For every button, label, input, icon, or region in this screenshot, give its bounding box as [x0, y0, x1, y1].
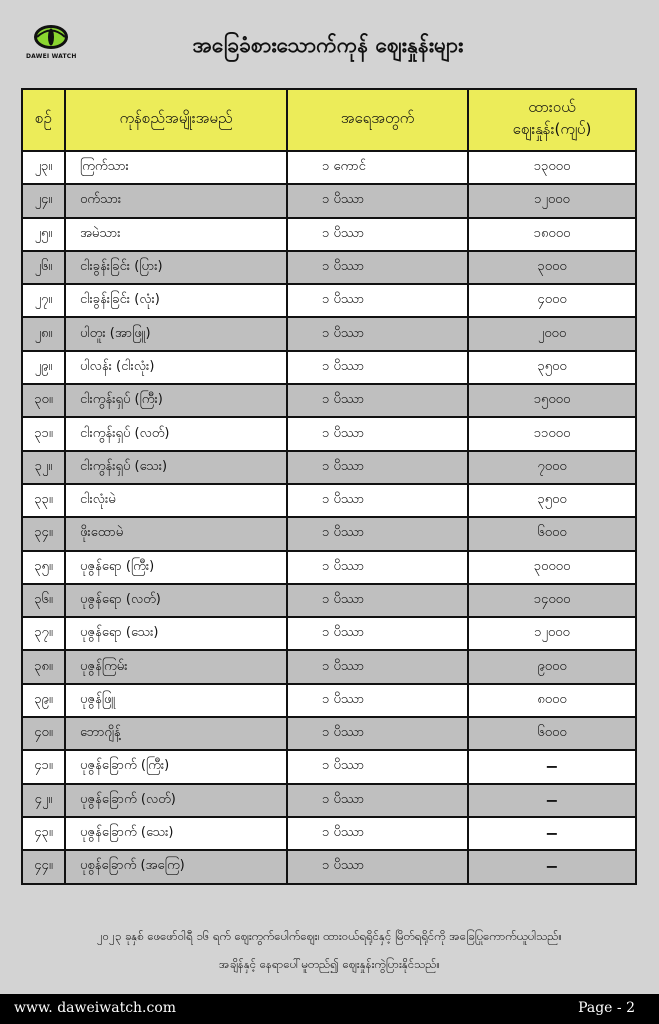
item-price: ၈၀၀၀ [468, 684, 636, 717]
table-row [22, 617, 636, 650]
item-price: ၃၅၀၀ [468, 351, 636, 384]
item-unit: ၁ ပိဿာ [287, 451, 468, 484]
table-row [22, 284, 636, 317]
item-price: ၆၀၀၀ [468, 517, 636, 550]
table-row [22, 351, 636, 384]
item-price: ၆၀၀၀ [468, 717, 636, 750]
table-row [22, 184, 636, 217]
item-unit: ၁ ပိဿာ [287, 417, 468, 450]
item-price: − [468, 817, 636, 850]
table-row [22, 384, 636, 417]
item-name: ပုစွန်ခြောက် (အကြေ) [65, 850, 287, 883]
row-number: ၃၈။ [22, 650, 65, 683]
item-unit: ၁ ပိဿာ [287, 184, 468, 217]
page-number: Page - 2 [578, 1000, 635, 1016]
table-row [22, 451, 636, 484]
row-number: ၃၉။ [22, 684, 65, 717]
item-name: ပုဇွန်ရော (ကြီး) [65, 551, 287, 584]
item-name: ဝက်သား [65, 184, 287, 217]
item-price: ၁၃၀၀၀ [468, 151, 636, 184]
item-name: ပုဇွန်ရော (လတ်) [65, 584, 287, 617]
table-row [22, 251, 636, 284]
table-row [22, 517, 636, 550]
table-row [22, 817, 636, 850]
item-unit: ၁ ပိဿာ [287, 484, 468, 517]
item-name: ပုဇွန်ရော (သေး) [65, 617, 287, 650]
item-price: − [468, 784, 636, 817]
item-unit: ၁ ပိဿာ [287, 284, 468, 317]
item-unit: ၁ ပိဿာ [287, 817, 468, 850]
header-name: ကုန်စည်အမျိုးအမည် [65, 89, 287, 151]
item-price: ၁၄၀၀၀ [468, 584, 636, 617]
item-price: ၁၂၀၀၀ [468, 617, 636, 650]
page-title: အခြေခံစားသောက်ကုန် ဈေးနှုန်းများ [192, 33, 464, 57]
item-name: ဘောဂျိန့် [65, 717, 287, 750]
item-price: ၇၀၀၀ [468, 451, 636, 484]
item-unit: ၁ ပိဿာ [287, 317, 468, 350]
row-number: ၂၇။ [22, 284, 65, 317]
item-name: ကြက်သား [65, 151, 287, 184]
note-line-1: ၂၀၂၃ ခုနှစ် ဖေဖော်ဝါရီ ၁၆ ရက် ဈေးကွက်ပေါက်ဈေး၊ ထားဝယ်ရရိုင်နှင့် မြိတ်ရရိုင်ကို အခြေပြုကောက်ယူပါသည်။ [96, 929, 563, 943]
item-unit: ၁ ပိဿာ [287, 717, 468, 750]
item-name: ဖိုးထောမဲ [65, 517, 287, 550]
row-number: ၄၃။ [22, 817, 65, 850]
row-number: ၄၀။ [22, 717, 65, 750]
item-price: ၁၅၀၀၀ [468, 384, 636, 417]
table-row [22, 684, 636, 717]
item-name: ငါးလုံးမဲ [65, 484, 287, 517]
row-number: ၃၁။ [22, 417, 65, 450]
item-name: ပုဇွန်ခြောက် (ကြီး) [65, 750, 287, 783]
row-number: ၂၃။ [22, 151, 65, 184]
item-name: ငါးကွန်းရှပ် (ကြီး) [65, 384, 287, 417]
item-price: ၁၁၀၀၀ [468, 417, 636, 450]
row-number: ၃၄။ [22, 517, 65, 550]
item-unit: ၁ ပိဿာ [287, 617, 468, 650]
row-number: ၃၀။ [22, 384, 65, 417]
header-price [468, 89, 636, 151]
item-unit: ၁ ပိဿာ [287, 584, 468, 617]
row-number: ၃၂။ [22, 451, 65, 484]
item-unit: ၁ ပိဿာ [287, 218, 468, 251]
item-price: ၁၈၀၀၀ [468, 218, 636, 251]
table-row [22, 417, 636, 450]
table-row [22, 551, 636, 584]
logo [26, 24, 76, 60]
row-number: ၃၇။ [22, 617, 65, 650]
row-number: ၂၅။ [22, 218, 65, 251]
row-number: ၃၅။ [22, 551, 65, 584]
item-unit: ၁ ပိဿာ [287, 517, 468, 550]
table-row [22, 151, 636, 184]
row-number: ၂၈။ [22, 317, 65, 350]
row-number: ၂၄။ [22, 184, 65, 217]
item-unit: ၁ ပိဿာ [287, 850, 468, 883]
cat-eye-logo-icon [33, 24, 69, 50]
item-name: ပုဇွန်ဖြူ [65, 684, 287, 717]
item-name: ပါတူး (အာဖြူ) [65, 317, 287, 350]
item-unit: ၁ ပိဿာ [287, 351, 468, 384]
item-name: ငါးခွန်းခြင်း (ပြား) [65, 251, 287, 284]
row-number: ၄၁။ [22, 750, 65, 783]
table-header [22, 89, 636, 151]
item-name: ငါးကွန်းရှပ် (လတ်) [65, 417, 287, 450]
table-row [22, 850, 636, 883]
item-price: − [468, 750, 636, 783]
header-price-line1: ထားဝယ် [528, 98, 576, 116]
header-no: စဉ် [22, 89, 65, 151]
item-price: ၂၀၀၀ [468, 317, 636, 350]
item-unit: ၁ ပိဿာ [287, 251, 468, 284]
item-name: အမဲသား [65, 218, 287, 251]
table-row [22, 317, 636, 350]
table-row [22, 218, 636, 251]
row-number: ၂၉။ [22, 351, 65, 384]
item-name: ငါးခွန်းခြင်း (လုံး) [65, 284, 287, 317]
table-row [22, 717, 636, 750]
row-number: ၄၄။ [22, 850, 65, 883]
item-name: ပါလန်း (ငါးလုံး) [65, 351, 287, 384]
note-line-2: အချိန်နှင့် နေရာပေါ်မူတည်၍ ဈေးနှုန်းကွဲပြားနိုင်သည်။ [219, 957, 440, 971]
table-row [22, 750, 636, 783]
item-price: ၃၅၀၀ [468, 484, 636, 517]
item-price: ၃၀၀၀ [468, 251, 636, 284]
item-price: − [468, 850, 636, 883]
row-number: ၃၃။ [22, 484, 65, 517]
item-unit: ၁ ကောင် [287, 151, 468, 184]
row-number: ၂၆။ [22, 251, 65, 284]
row-number: ၄၂။ [22, 784, 65, 817]
row-number: ၃၆။ [22, 584, 65, 617]
footer [0, 994, 659, 1024]
brand-name: DAWEI WATCH [26, 53, 77, 60]
item-name: ပုဇွန်ကြမ်း [65, 650, 287, 683]
item-price: ၉၀၀၀ [468, 650, 636, 683]
item-price: ၃၀၀၀၀ [468, 551, 636, 584]
item-price: ၄၀၀၀ [468, 284, 636, 317]
table-row [22, 784, 636, 817]
item-unit: ၁ ပိဿာ [287, 384, 468, 417]
item-unit: ၁ ပိဿာ [287, 750, 468, 783]
table-row [22, 650, 636, 683]
table-row [22, 484, 636, 517]
item-unit: ၁ ပိဿာ [287, 784, 468, 817]
item-price: ၁၂၀၀၀ [468, 184, 636, 217]
item-name: ငါးကွန်းရှပ် (သေး) [65, 451, 287, 484]
price-table [21, 88, 635, 885]
item-name: ပုဇွန်ခြောက် (သေး) [65, 817, 287, 850]
item-name: ပုဇွန်ခြောက် (လတ်) [65, 784, 287, 817]
item-unit: ၁ ပိဿာ [287, 551, 468, 584]
header-unit: အရေအတွက် [287, 89, 468, 151]
footer-url[interactable]: www. daweiwatch.com [14, 1000, 177, 1016]
table-row [22, 584, 636, 617]
header-price-line2: ဈေးနှုန်း(ကျပ်) [512, 120, 592, 138]
item-unit: ၁ ပိဿာ [287, 684, 468, 717]
item-unit: ၁ ပိဿာ [287, 650, 468, 683]
